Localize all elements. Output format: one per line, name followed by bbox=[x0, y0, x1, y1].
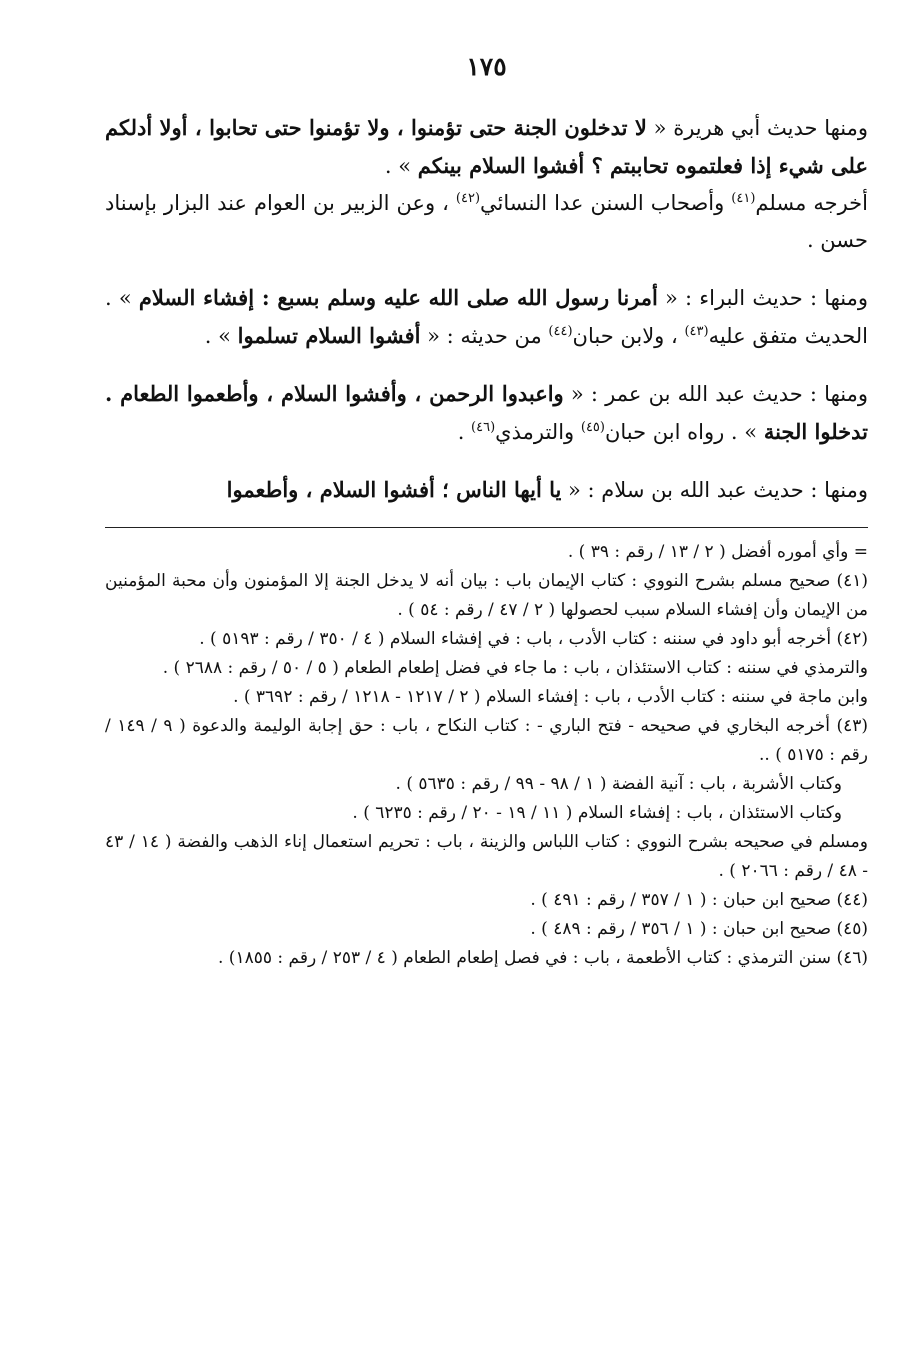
text: ومنها : حديث عبد الله بن عمر : « bbox=[563, 382, 868, 406]
page bbox=[105, 52, 868, 973]
footnote: ومسلم في صحيحه بشرح النووي : كتاب اللباس والزينة ، باب : تحريم استعمال إناء الذهب والفضة ( ١٤ / ٤٣ - ٤٨ / رقم : ٢٠٦٦ ) . bbox=[105, 832, 868, 881]
text: ، وعن الزبير بن العوام عند البزار بإسناد حسن . bbox=[105, 191, 868, 252]
text: أخرجه مسلم bbox=[755, 191, 868, 215]
hadith-text: أمرنا رسول الله صلى الله عليه وسلم بسبع : إفشاء السلام bbox=[138, 285, 658, 310]
paragraph-line bbox=[105, 109, 868, 185]
text: » . الحديث متفق عليه bbox=[105, 286, 868, 348]
paragraph-abu-hurayra bbox=[105, 109, 868, 259]
text: . bbox=[457, 420, 472, 444]
text: » . bbox=[384, 154, 418, 178]
paragraph-ibn-salam bbox=[105, 471, 868, 509]
text: ، ولابن حبان bbox=[572, 324, 685, 348]
text: » . رواه ابن حبان bbox=[604, 420, 764, 444]
footnotes bbox=[105, 538, 868, 973]
paragraph-line bbox=[105, 279, 868, 355]
footnote: وكتاب الأشربة ، باب : آنية الفضة ( ١ / ٩٨ - ٩٩ / رقم : ٥٦٣٥ ) . bbox=[395, 774, 842, 794]
hadith-text: يا أيها الناس ؛ أفشوا السلام ، وأطعموا bbox=[226, 477, 562, 502]
footnote: (٤٤) صحيح ابن حبان : ( ١ / ٣٥٧ / رقم : ٤٩١ ) . bbox=[530, 890, 868, 910]
footnote: (٤٣) أخرجه البخاري في صحيحه - فتح الباري - : كتاب النكاح ، باب : حق إجابة الوليمة والدعوة ( ٩ / ١٤٩ / رقم : ٥١٧٥ ) .. bbox=[105, 716, 868, 765]
text: ومنها : حديث عبد الله بن سلام : « bbox=[561, 478, 868, 502]
footnote-ref[interactable]: (٤٦) bbox=[471, 420, 496, 435]
footnote-ref[interactable]: (٤٤) bbox=[548, 324, 573, 339]
footnote-ref[interactable]: (٤١) bbox=[731, 191, 756, 206]
text: ومنها : حديث البراء : « bbox=[657, 286, 869, 310]
paragraph-line bbox=[105, 375, 868, 451]
paragraph-line bbox=[105, 471, 868, 509]
footnote-divider bbox=[105, 527, 868, 528]
footnote-ref[interactable]: (٤٥) bbox=[580, 420, 605, 435]
footnote: (٤٦) سنن الترمذي : كتاب الأطعمة ، باب : في فصل إطعام الطعام ( ٤ / ٢٥٣ / رقم : ١٨٥٥) . bbox=[217, 948, 868, 968]
paragraph-line bbox=[105, 185, 868, 259]
page-number: ١٧٥ bbox=[466, 52, 507, 81]
footnote-ref[interactable]: (٤٢) bbox=[455, 191, 481, 206]
paragraph-ibn-umar bbox=[105, 375, 868, 451]
hadith-text: لا تدخلون الجنة حتى تؤمنوا ، ولا تؤمنوا حتى تحابوا ، أولا أدلكم على شيء إذا فعلتموه تحاببتم ؟ أفشوا السلام بينكم bbox=[105, 115, 868, 178]
footnote: (٤٥) صحيح ابن حبان : ( ١ / ٣٥٦ / رقم : ٤٨٩ ) . bbox=[530, 919, 868, 939]
text: من حديثه : « bbox=[420, 324, 549, 348]
hadith-text: واعبدوا الرحمن ، وأفشوا السلام ، وأطعموا الطعام . تدخلوا الجنة bbox=[105, 381, 868, 444]
footnote: (٤٢) أخرجه أبو داود في سننه : كتاب الأدب ، باب : في إفشاء السلام ( ٤ / ٣٥٠ / رقم : ٥١٩٣ ) . bbox=[199, 629, 868, 649]
text: وأصحاب السنن عدا النسائي bbox=[480, 191, 732, 215]
text: ومنها حديث أبي هريرة « bbox=[646, 116, 869, 140]
footnote: وابن ماجة في سننه : كتاب الأدب ، باب : إفشاء السلام ( ٢ / ١٢١٧ - ١٢١٨ / رقم : ٣٦٩٢ ) . bbox=[233, 687, 868, 707]
footnote: (٤١) صحيح مسلم بشرح النووي : كتاب الإيمان باب : بيان أنه لا يدخل الجنة إلا المؤمنون وأن محبة المؤمنين من الإيمان وأن إفشاء السلام سبب لحصولها ( ٢ / ٤٧ / رقم : ٥٤ ) . bbox=[105, 571, 868, 620]
text: والترمذي bbox=[495, 420, 581, 444]
footnote: والترمذي في سننه : كتاب الاستئذان ، باب : ما جاء في فضل إطعام الطعام ( ٥ / ٥٠ / رقم : ٢٦٨٨ ) . bbox=[162, 658, 868, 678]
footnote-ref[interactable]: (٤٣) bbox=[684, 324, 709, 339]
paragraph-bara bbox=[105, 279, 868, 355]
text: » . bbox=[204, 324, 238, 348]
footnote: وكتاب الاستئذان ، باب : إفشاء السلام ( ١١ / ١٩ - ٢٠ / رقم : ٦٢٣٥ ) . bbox=[352, 803, 842, 823]
hadith-text: أفشوا السلام تسلموا bbox=[237, 323, 421, 348]
footnote: = وأي أموره أفضل ( ٢ / ١٣ / رقم : ٣٩ ) . bbox=[567, 542, 868, 562]
